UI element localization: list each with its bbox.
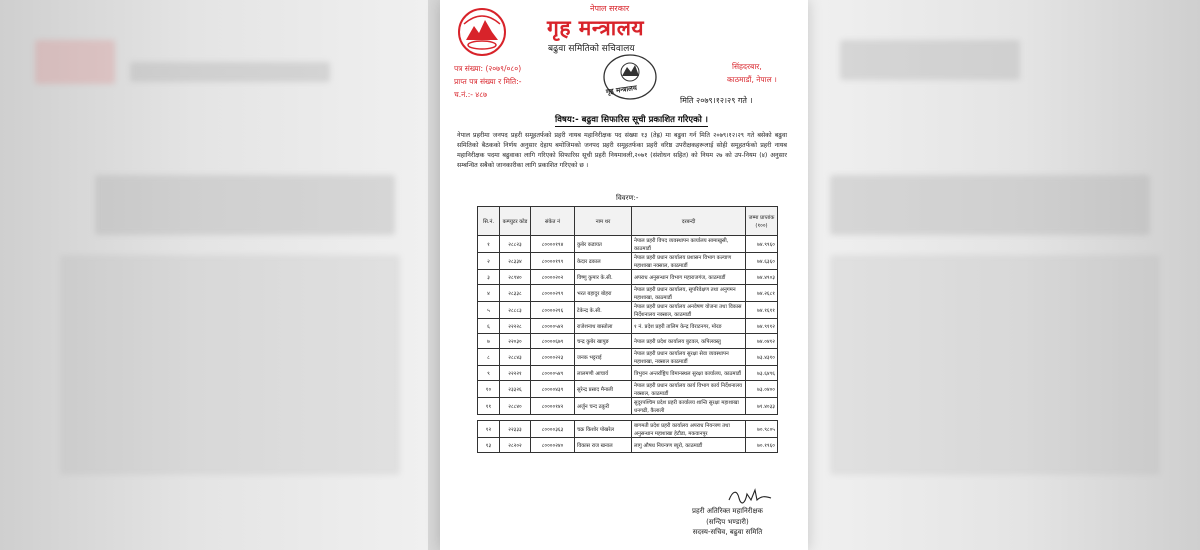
table-row — [478, 319, 778, 334]
table-row — [478, 270, 778, 285]
score-cell: ७४.४९०३ — [746, 270, 778, 285]
handwritten-signature — [727, 486, 773, 506]
code-cell: २८८२३ — [500, 236, 531, 253]
score-cell: ७४.१६११ — [746, 302, 778, 319]
name-cell: केदार ढकाल — [575, 253, 632, 270]
signatory-name: (सन्दिप भण्डारी) — [706, 517, 749, 526]
serial-cell: १० — [478, 381, 500, 398]
serial-cell: ९ — [478, 366, 500, 381]
table-row — [478, 349, 778, 366]
code-cell: २८८४३ — [500, 349, 531, 366]
blurred-backdrop-block — [35, 40, 115, 84]
name-cell: लालमणी आचार्य — [575, 366, 632, 381]
serial-cell: ३ — [478, 270, 500, 285]
name-cell: कुबेर कडायत — [575, 236, 632, 253]
code-cell: २८८८३ — [500, 302, 531, 319]
details-label: विवरण:- — [616, 194, 639, 202]
signatory-role: सदस्य-सचिव, बढुवा समिति — [692, 528, 763, 536]
table-row — [478, 421, 778, 438]
table-row — [478, 381, 778, 398]
serial-cell: ८ — [478, 349, 500, 366]
score-cell: ७०.९८०५ — [746, 421, 778, 438]
ministry-title: गृह मन्त्रालय — [547, 16, 645, 40]
posting-cell: अपराध अनुसन्धान विभाग महाराजगंज, काठमाडौं — [632, 270, 746, 285]
received-ref: प्राप्त पत्र संख्या र मिति:- — [454, 77, 522, 86]
blurred-backdrop-block — [95, 175, 395, 235]
posting-cell: नेपाल प्रहरी प्रधान कार्यालय, सुपरिवेक्षण तथा अनुगमन महाशाखा, काठमाडौं — [632, 285, 746, 302]
id-cell: ८००००२२३ — [531, 349, 575, 366]
header-cell: दरबन्दी — [632, 207, 746, 236]
header-cell: कम्प्युटर कोड — [500, 207, 531, 236]
posting-cell: नेपाल प्रहरी विपद व्यवस्थापन कार्यालय सामाखुसी, काठमाडौं — [632, 236, 746, 253]
stamp-text: गृह मन्त्रालय — [605, 83, 638, 97]
name-cell: भरत बहादुर बोहरा — [575, 285, 632, 302]
table-row — [478, 253, 778, 270]
serial-cell: १२ — [478, 421, 500, 438]
name-cell: अर्जुन चन्द ठकुरी — [575, 398, 632, 415]
letter-date: मिति २०७९।१२।२९ गते । — [680, 96, 753, 105]
score-cell: ७३.६४९६ — [746, 366, 778, 381]
code-cell: २८३३४ — [500, 253, 531, 270]
score-cell: ७३.४३१० — [746, 349, 778, 366]
name-cell: टेकेन्द्र के.सी. — [575, 302, 632, 319]
header-cell: संकेत नं — [531, 207, 575, 236]
posting-cell: १ नं. प्रदेश प्रहरी तालिम केन्द्र विराटनगर, मोरङ — [632, 319, 746, 334]
posting-cell: त्रिभुवन अन्तर्राष्ट्रिय विमानस्थल सुरक्षा कार्यालय, काठमाडौं — [632, 366, 746, 381]
table-row — [478, 438, 778, 453]
body-paragraph: नेपाल प्रहरीमा जनपद प्रहरी समूहतर्फको प्रहरी नायब महानिरीक्षक पद संख्या १३ (तेह्र) मा बढुवा गर्न मिति २०७९।१२।२९ गते बसेको बढुवा समितिको बैठकको निर्णय अनुसार देहाय बमोजिमको जनपद प्रहरी समूहतर्फका प्रहरी वरिष्ठ उपरीक्षकहरूलाई सोही समूहतर्फको प्रहरी नायब महानिरीक्षक पदमा बढुवाका लागि गरिएको सिफारिस सूची प्रहरी नियमावली,२०७१ (संशोधन सहित) को नियम २७ को उप-नियम (४) अनुसार सम्बन्धित सबैको जानकारीका लागि प्रकाशित गरिएको छ । — [457, 132, 787, 169]
serial-cell: ४ — [478, 285, 500, 302]
code-cell: २८९४० — [500, 270, 531, 285]
score-cell: ७३.०४०० — [746, 381, 778, 398]
code-cell: २३३२६ — [500, 381, 531, 398]
id-cell: ८००००६७९ — [531, 334, 575, 349]
serial-cell: २ — [478, 253, 500, 270]
blurred-backdrop-block — [840, 40, 1020, 80]
posting-cell: नेपाल प्रहरी प्रधान कार्यालय अनवेषण योजना तथा विकास निर्देशनालय नक्साल, काठमाडौं — [632, 302, 746, 319]
id-cell: ८००००५४९ — [531, 366, 575, 381]
serial-cell: ७ — [478, 334, 500, 349]
name-cell: चन्द्र कुबेर खापुङ — [575, 334, 632, 349]
table-row — [478, 334, 778, 349]
score-cell: ७१.४०३३ — [746, 398, 778, 415]
official-letter — [440, 0, 808, 550]
serial-cell: ११ — [478, 398, 500, 415]
blurred-backdrop-block — [830, 175, 1150, 235]
score-cell: ७४.०४१२ — [746, 334, 778, 349]
serial-cell: ६ — [478, 319, 500, 334]
posting-cell: बागमती प्रदेश प्रहरी कार्यालय अपराध नियन्त्रण तथा अनुसन्धान महाशाखा हेटौडा, मकवानपुर — [632, 421, 746, 438]
ministry-stamp — [600, 52, 664, 102]
name-cell: राजेशनाथ बास्तोला — [575, 319, 632, 334]
id-cell: ८००००२०२ — [531, 270, 575, 285]
government-label: नेपाल सरकार — [590, 4, 630, 13]
blurred-backdrop-block — [830, 255, 1160, 475]
posting-cell: सुदूरपश्चिम प्रदेश प्रहरी कार्यालय शान्ति सुरक्षा महाशाखा धनगढी, कैलाली — [632, 398, 746, 415]
code-cell: २२२२१ — [500, 366, 531, 381]
name-cell: जनक भट्टराई — [575, 349, 632, 366]
dispatch-number: च.नं.:- ४८७ — [454, 90, 488, 99]
table-row — [478, 236, 778, 253]
name-cell: विष्णु कुमार के.सी. — [575, 270, 632, 285]
posting-cell: नेपाल प्रहरी प्रधान कार्यालय कार्य विभाग कार्य निर्देशनालय नक्साल, काठमाडौं — [632, 381, 746, 398]
secretariat-title: बढुवा समितिको सचिवालय — [548, 44, 635, 54]
table-row — [478, 366, 778, 381]
score-cell: ७४.२६८१ — [746, 285, 778, 302]
serial-cell: १३ — [478, 438, 500, 453]
table-header-row — [478, 207, 778, 236]
name-cell: चक्र किशोर पोखरेल — [575, 421, 632, 438]
id-cell: ८००००२९९ — [531, 285, 575, 302]
score-cell: ७०.१९६० — [746, 438, 778, 453]
id-cell: ८००००१९९ — [531, 253, 575, 270]
posting-cell: नेपाल प्रहरी प्रदेश कार्यालय बुटवल, कपिलवस्तु — [632, 334, 746, 349]
address-line2: काठमाडौं, नेपाल । — [727, 75, 777, 84]
id-cell: ८००००३६३ — [531, 421, 575, 438]
code-cell: २२३३३ — [500, 421, 531, 438]
header-cell: सि.नं. — [478, 207, 500, 236]
id-cell: ८००००२१६ — [531, 302, 575, 319]
id-cell: ८००००१४२ — [531, 398, 575, 415]
blurred-backdrop-block — [60, 255, 400, 475]
serial-cell: ५ — [478, 302, 500, 319]
blurred-backdrop-block — [130, 62, 330, 82]
code-cell: २८२०२ — [500, 438, 531, 453]
score-cell: ७४.९९६० — [746, 236, 778, 253]
table-row — [478, 285, 778, 302]
serial-cell: १ — [478, 236, 500, 253]
ref-number: पत्र संख्या: (२०७९/०८०) — [454, 64, 522, 73]
subject-line: विषय:- बढुवा सिफारिस सूची प्रकाशित गरिएको । — [555, 115, 708, 125]
code-cell: २२२२८ — [500, 319, 531, 334]
table-row — [478, 398, 778, 415]
name-cell: विकास राज खनाल — [575, 438, 632, 453]
nepal-emblem-icon — [456, 6, 508, 58]
code-cell: २८८४० — [500, 398, 531, 415]
code-cell: २८३३८ — [500, 285, 531, 302]
posting-cell: नेपाल प्रहरी प्रधान कार्यालय प्रशासन विभाग कल्याण महाशाखा नक्साल, काठमाडौं — [632, 253, 746, 270]
signatory-title: प्रहरी अतिरिक्त महानिरीक्षक — [692, 507, 763, 515]
header-cell: जम्मा प्राप्तांक (१००) — [746, 207, 778, 236]
address-line1: सिंहदरबार, — [732, 62, 762, 71]
id-cell: ८००००१९४ — [531, 236, 575, 253]
recommendation-table — [477, 206, 778, 453]
id-cell: ८००००२४० — [531, 438, 575, 453]
posting-cell: नेपाल प्रहरी प्रधान कार्यालय सुरक्षा सेवा व्यवस्थापन महाशाखा, नक्साल काठमाडौं — [632, 349, 746, 366]
id-cell: ८००००४३९ — [531, 381, 575, 398]
table-row — [478, 302, 778, 319]
id-cell: ८००००५४२ — [531, 319, 575, 334]
name-cell: सुरेन्द्र प्रसाद मैनाली — [575, 381, 632, 398]
score-cell: ७४.९११२ — [746, 319, 778, 334]
posting-cell: लागु औषध नियन्त्रण ब्यूरो, काठमाडौं — [632, 438, 746, 453]
signature-block — [692, 506, 763, 538]
code-cell: २२०३० — [500, 334, 531, 349]
header-cell: नाम थर — [575, 207, 632, 236]
score-cell: ७४.६३६० — [746, 253, 778, 270]
